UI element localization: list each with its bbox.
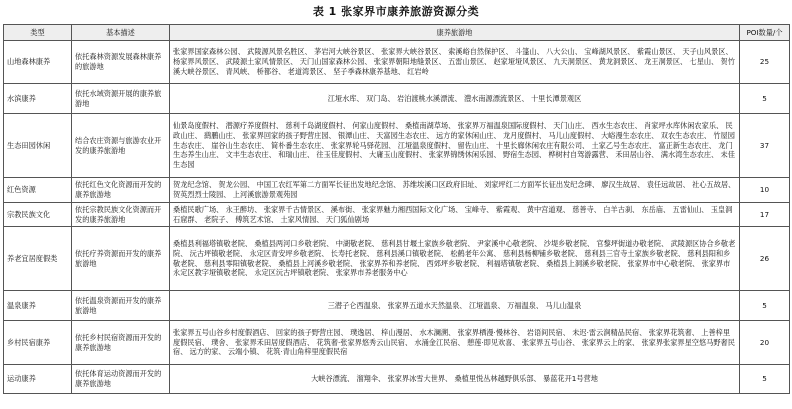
- table-row: [4, 84, 790, 114]
- table-row: [4, 41, 790, 84]
- row-description: 结合农庄资源与旅游农业开发的康养旅游地: [72, 114, 170, 178]
- row-type: 山地森林康养: [4, 41, 72, 84]
- row-locations: 张家界国家森林公园、 武陵源风景名胜区、 茅岩河大峡谷景区、 张家界大峡谷景区、 索溪峪自然保护区、 斗篷山、 八大公山、 宝峰湖风景区、 紫霞山景区、 天子山风景区、 杨家界风景区、 武陵源土家风情景区、 天门山国家森林公园、 张家界朝阳地缝景区、 五雷山景区、 赵家垭垭风景区、 九天洞景区、 黄龙洞景区、 龙王洞景区、 七星山、 贺竹溪大峡谷景区、 青风峡、 桥都谷、 老道湾景区、 坚子季森林康养基地、 红岩岭: [170, 41, 740, 84]
- row-poi-count: 10: [740, 178, 790, 203]
- row-description: 依托森林资源发展森林康养的旅游地: [72, 41, 170, 84]
- table-row: [4, 203, 790, 227]
- row-description: 依托温泉资源而开发的康养旅游地: [72, 291, 170, 321]
- row-poi-count: 20: [740, 321, 790, 365]
- table-header-row: [4, 25, 790, 41]
- row-poi-count: 5: [740, 84, 790, 114]
- row-type: 红色资源: [4, 178, 72, 203]
- row-description: 依托水域资源开展的康养旅游地: [72, 84, 170, 114]
- row-type: 乡村民宿康养: [4, 321, 72, 365]
- row-type: 运动康养: [4, 365, 72, 394]
- row-poi-count: 5: [740, 291, 790, 321]
- row-type: 宗教民族文化: [4, 203, 72, 227]
- row-description: 依托宗教民族文化资源而开发的康养旅游地: [72, 203, 170, 227]
- row-locations: 三潜子仑西温泉、 张家界五道水天然温泉、 江垭温泉、 万福温泉、 马儿山温泉: [170, 291, 740, 321]
- row-type: 水滨康养: [4, 84, 72, 114]
- table-row: [4, 291, 790, 321]
- table-row: [4, 178, 790, 203]
- table-row: [4, 114, 790, 178]
- row-locations: 桑植县利福塔镇敬老院、 桑植县两河口乡敬老院、 中湖敬老院、 慈利县甘堰土家族乡敬老院、 尹家溪中心敬老院、 沙堤乡敬老院、 官黎坪街道办敬老院、 武陵源区协合乡敬老院、 沅古坪镇敬老院、 永定区青安坪乡敬老院、 长寿托老院、 慈利县溪口镇敬老院、 松鹤老年公寓、 慈利县杨柳铺乡敬老院、 慈利县三官寺土家族乡敬老院、 慈利县阳和乡敬老院、 慈利县零阳镇敬老院、 桑植县上河溪乡敬老院、 张家界养和养老院、 西郊坪乡敬老院、 利福塔镇敬老院、 桑植县上洞溪乡敬老院、 张家界市中心敬老院、 张家界市永定区教字垭镇敬老院、 永定区沅古坪镇敬老院、 张家界市养老服务中心: [170, 227, 740, 291]
- row-type: 温泉康养: [4, 291, 72, 321]
- row-locations: 贺龙纪念馆、 贺龙公园、 中国工农红军第二方面军长征出发地纪念馆、 苏维埃溪口区政府旧址、 刘家坪红二方面军长征出发纪念碑、 廖汉生故居、 袁任远故居、 社心五故居、 贺英烈烈士陵园、 上河溪旅游景观苑园: [170, 178, 740, 203]
- table-caption: 表 1 张家界市康养旅游资源分类: [312, 5, 480, 18]
- row-poi-count: 26: [740, 227, 790, 291]
- header-locations: 康养旅游地: [170, 25, 740, 41]
- row-type: 生态田园休闲: [4, 114, 72, 178]
- header-type: 类型: [4, 25, 72, 41]
- row-description: 依托体育运动资源而开发的康养旅游地: [72, 365, 170, 394]
- row-locations: 江垭水库、 双门岛、 岩泊渡桃水溪漂流、 澧水南源漂流景区、 十里长潭景观区: [170, 84, 740, 114]
- row-type: 养老宜居度假类: [4, 227, 72, 291]
- header-poi-count: POI数量/个: [740, 25, 790, 41]
- row-poi-count: 17: [740, 203, 790, 227]
- table-row: [4, 365, 790, 394]
- table-row: [4, 227, 790, 291]
- header-description: 基本描述: [72, 25, 170, 41]
- row-locations: 仙景岛度假村、 潜源疗养度假村、 慈利千岛湖度假村、 何家山度假村、 桑植南湖草场、 张家界万福温泉国际度假村、 天门山庄、 西水生态农庄、 肖家坪水库休闲农家乐、 民政山庄、 鹞鹏山庄、 张家界回家的孩子野营庄园、 银潭山庄、 天富园生态农庄、 远方的家休闲山庄、 龙月度假村、 马儿山度假村、 大峪漫生态农庄、 双农生态农庄、 竹屋园生态农庄、 崖谷山生态农庄、 简朴番生态农庄、 张家界轮马驿花园、 江垭温泉度假村、 留佐山庄、 十里长廊休闲农庄有限公司、 土家乙号生态农庄、 富正新生态农庄、 龙门生态养生山庄、 文丰生态农庄、 和瑞山庄、 往玉佳度假村、 大庸玉山度假村、 张家界锦绣休闲乐园、 野宿生态园、 桦树村自驾游露营、 禾田居山谷、 满水湾生态农庄、 未佳生态园: [170, 114, 740, 178]
- row-locations: 桑植民歌广场、 永王醉坊、 张家界千古情景区、 溪布街、 张家界魅力湘西国际文化广场、 宝峰寺、 紫霞观、 黄中宫道观、 慈善寺、 白羊古刹、 东岳庙、 五雷仙山、 玉皇洞石窟群、 老院子、 傅筑艺术馆、 土家风情园、 天门狐仙剧场: [170, 203, 740, 227]
- row-description: 依托乡村民宿资源而开发的康养旅游地: [72, 321, 170, 365]
- row-description: 依托红色文化资源而开发的康养旅游地: [72, 178, 170, 203]
- row-locations: 大峡谷漂流、 溜翔伞、 张家界冰雪大世界、 桑植里悦丛林越野俱乐部、 暴蓝花开1号营地: [170, 365, 740, 394]
- row-description: 依托疗养资源而开发的康养旅游地: [72, 227, 170, 291]
- row-poi-count: 5: [740, 365, 790, 394]
- row-poi-count: 25: [740, 41, 790, 84]
- row-poi-count: 37: [740, 114, 790, 178]
- row-locations: 张家界五号山谷乡村度假酒店、 回家的孩子野营庄园、 璞逸居、 梓山漫居、 水木澜溯、 张家界栖漫·慢林谷、 岩语间民宿、 未迟·雷云涧精品民宿、 张家界花筑奢、 上善梓里度假民宿、 璞舍、 张家界禾田居度假酒店、 花筑奢·张家界悠秀云山民宿、 水涌金江民宿、 憩莲·即见欢喜、 张家界五号山谷、 张家界云上的家、 张家界张家界星空悠马野奢民宿、 远方的家、 云端小镇、 花筑·青山角梓里度假民宿: [170, 321, 740, 365]
- tourism-resource-table: [3, 24, 790, 394]
- table-row: [4, 321, 790, 365]
